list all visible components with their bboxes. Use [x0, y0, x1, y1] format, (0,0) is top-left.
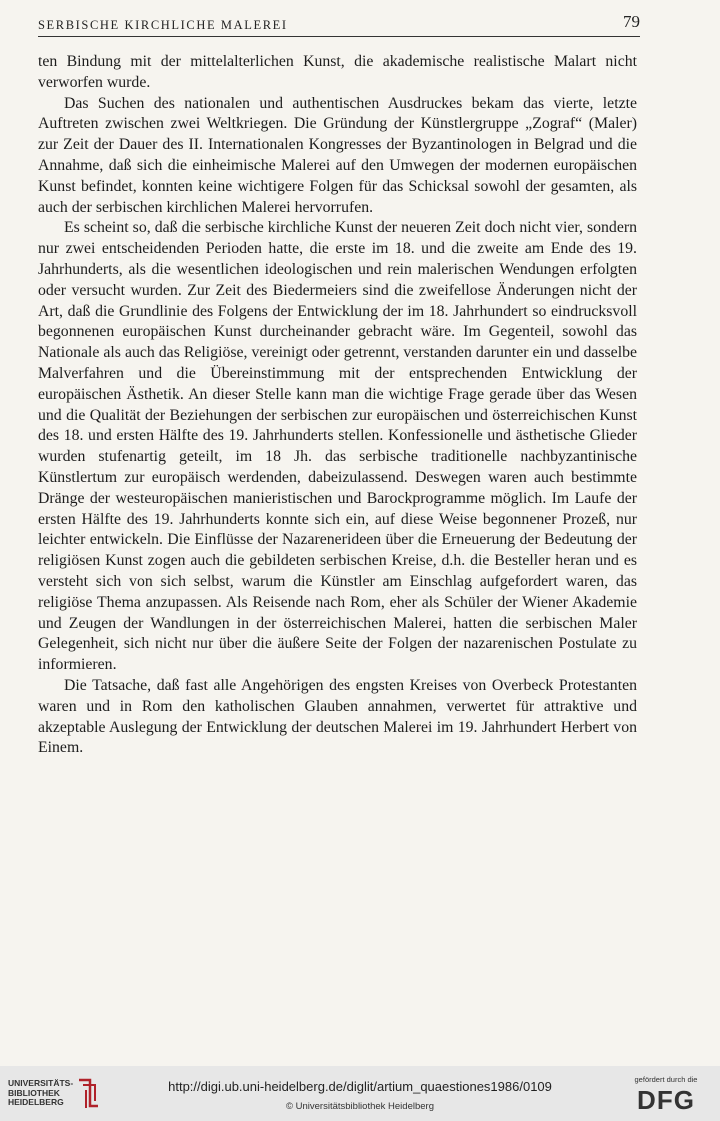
paragraph-3: Es scheint so, daß die serbische kirchliche Kunst der neueren Zeit doch nicht vier, sondern nur zwei entscheidenden Perioden hatte, die erste im 18. und die zweite am Ende des 19. Jahrhunderts, als die wesentlichen ideologischen und rein malerischen Wendungen erfolgten oder versucht wurden. Zur Zeit des Biedermeiers sind die zweifellose Änderungen nicht der Art, daß die Grundlinie des Folgens der Entwicklung der im 18. Jahrhundert so eindrucksvoll begonnenen europäischen Kunst durcheinander gebracht wäre. Im Gegenteil, sowohl das Nationale als auch das Religiöse, vereinigt oder getrennt, verstanden darunter ein und dasselbe Malverfahren und die Übereinstimmung mit der entsprechenden Entwicklung der europäischen Ästhetik. An dieser Stelle kann man die wichtige Frage gerade über das Wesen und die Qualität der Beziehungen der serbischen zur europäischen und österreichischen Kunst des 18. und ersten Hälfte des 19. Jahrhunderts stellen. Konfessionelle und ästhetische Glieder wurden stufenartig geteilt, im 18 Jh. das serbische traditionelle nachbyzantinische Künstlertum zur europäisch werdenden, dabeizulassend. Deswegen waren auch bestimmte Dränge der westeuropäischen manieristischen und Barockprogramme möglich. Im Laufe der ersten Hälfte des 19. Jahrhunderts konnte sich ein, auf diese Weise begonnener Prozeß, nur leichter entwickeln. Die Einflüsse der Nazarenerideen über die Erneuerung der Bedeutung der religiösen Kunst zogen auch die gebildeten serbischen Kreise, d.h. die Besteller heran und es versteht sich von sich selbst, warum die Künstler am Einschlag aufgefordert waren, das religiöse Thema anzupassen. Als Reisende nach Rom, eher als Schüler der Wiener Akademie und Zeugen der Wandlungen in der österreichischen Malerei, hatten die serbischen Maler Gelegenheit, sich nicht nur über die äußere Seite der Folgen der nazarenischen Postulate zu informieren.: [38, 219, 637, 674]
page-number: 79: [623, 12, 640, 31]
paragraph-1: ten Bindung mit der mittelalterlichen Kunst, die akademische realistische Malart nicht verworfen wurde.: [38, 53, 637, 91]
library-name-line-1: UNIVERSITÄTS-: [8, 1078, 74, 1088]
header-rule: [38, 36, 640, 37]
paragraph-4: Die Tatsache, daß fast alle Angehörigen des engsten Kreises von Overbeck Protestanten waren und in Rom den katholischen Glauben annahmen, verwertet für attraktive und akzeptable Auslegung der Entwicklung der deutschen Malerei im 19. Jahrhundert Herbert von Einem.: [38, 676, 637, 757]
library-name-line-3: HEIDELBERG: [8, 1097, 64, 1108]
library-name-line-2: BIBLIOTHEK: [8, 1087, 60, 1098]
funder-caption: gefördert durch die: [634, 1075, 698, 1084]
running-title: SERBISCHE KIRCHLICHE MALEREI: [38, 18, 288, 32]
permalink-url[interactable]: http://digi.ub.uni-heidelberg.de/diglit/artium_quaestiones1986/0109: [168, 1079, 552, 1094]
dfg-logo-icon: DFG: [637, 1085, 695, 1115]
page-header: [38, 12, 640, 38]
paragraph-2: Das Suchen des nationalen und authentischen Ausdruckes bekam das vierte, letzte Auftreten zwischen zwei Weltkriegen. Die Gründung der Künstlergruppe „Zograf“ (Maler) zur Zeit der Dauer des II. Internationalen Kongresses der Byzantinologen in Belgrad und die Annahme, daß sich die einheimische Malerei auf den Umwegen der modernen europäischen Kunst befindet, konnten keine wichtigere Folgen für das Schicksal sowohl der gesamten, als auch der serbischen kirchlichen Malerei hervorrufen.: [38, 94, 637, 216]
viewer-footer: [0, 1066, 720, 1121]
copyright-notice: © Universitätsbibliothek Heidelberg: [286, 1101, 434, 1112]
body-text: [38, 52, 637, 759]
